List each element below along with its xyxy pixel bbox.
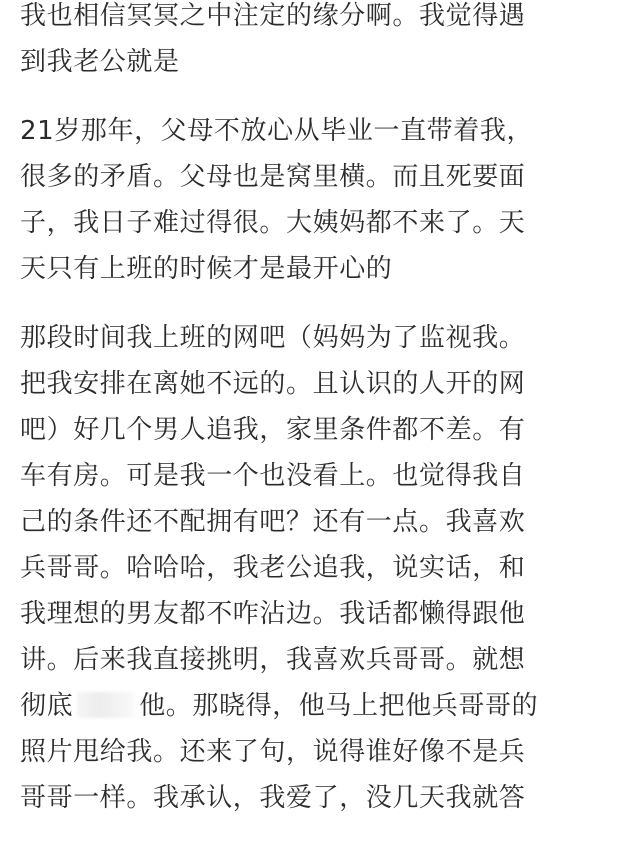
text-line: 兵哥哥。哈哈哈，我老公追我，说实话，和 bbox=[20, 553, 526, 583]
text-segment: 彻底 bbox=[20, 691, 74, 721]
text-line: 那段时间我上班的网吧（妈妈为了监视我。 bbox=[20, 323, 526, 353]
text-line: 21岁那年，父母不放心从毕业一直带着我， bbox=[20, 116, 534, 146]
text-line: 我也相信冥冥之中注定的缘分啊。我觉得遇 bbox=[20, 1, 526, 31]
text-segment: 他。那晓得，他马上把他兵哥哥的 bbox=[139, 691, 539, 721]
text-line: 讲。后来我直接挑明，我喜欢兵哥哥。就想 bbox=[20, 645, 526, 675]
text-line: 我理想的男友都不咋沾边。我话都懒得跟他 bbox=[20, 599, 526, 629]
text-line: 己的条件还不配拥有吧？还有一点。我喜欢 bbox=[20, 507, 526, 537]
text-line: 很多的矛盾。父母也是窝里横。而且死要面 bbox=[20, 162, 526, 192]
text-line: 把我安排在离她不远的。且认识的人开的网 bbox=[20, 369, 526, 399]
text-line-with-redaction bbox=[20, 690, 538, 722]
text-line: 天只有上班的时候才是最开心的 bbox=[20, 254, 393, 284]
text-line: 照片甩给我。还来了句，说得谁好像不是兵 bbox=[20, 737, 526, 767]
text-line: 吧）好几个男人追我，家里条件都不差。有 bbox=[20, 415, 526, 445]
text-line: 到我老公就是 bbox=[20, 47, 180, 77]
text-line: 车有房。可是我一个也没看上。也觉得我自 bbox=[20, 461, 526, 491]
redaction-blur bbox=[77, 692, 135, 718]
text-line: 哥哥一样。我承认，我爱了，没几天我就答 bbox=[20, 783, 526, 813]
text-line: 子，我日子难过得很。大姨妈都不来了。天 bbox=[20, 208, 526, 238]
